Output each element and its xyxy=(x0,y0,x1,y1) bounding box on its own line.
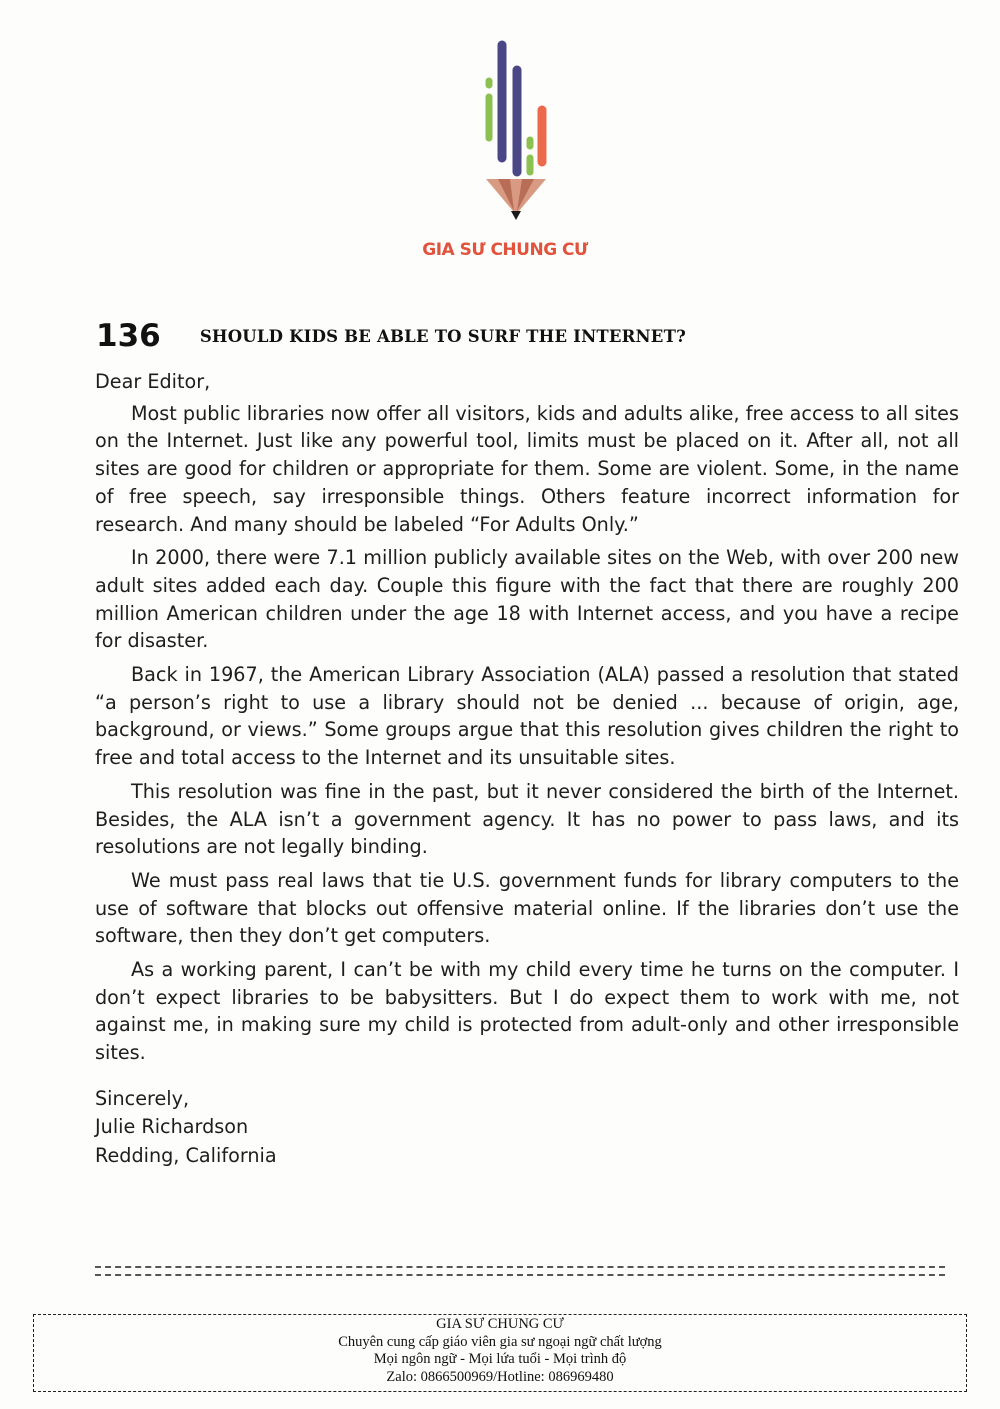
brand-name: GIA SƯ CHUNG CƯ xyxy=(422,240,588,260)
signature-block xyxy=(95,1085,959,1171)
paragraph: This resolution was fine in the past, but it never considered the birth of the Internet. Besides, the ALA isn’t a government agency. It has no power to pass laws, and its resolutions are not legally binding. xyxy=(95,779,959,859)
letter-body xyxy=(95,368,959,1171)
footer-tagline: Chuyên cung cấp giáo viên gia sư ngoại ngữ chất lượng xyxy=(338,1333,662,1350)
paragraph: In 2000, there were 7.1 million publicly available sites on the Web, with over 200 new adult sites added each day. Couple this figure with the fact that there are roughly 200 million American children under the age 18 with Internet access, and you have a recipe for disaster. xyxy=(95,546,959,653)
paragraph: As a working parent, I can’t be with my child every time he turns on the computer. I don’t expect libraries to be babysitters. But I do expect them to work with me, not against me, in making sure my child is protected from adult-only and other irresponsible sites. xyxy=(95,958,959,1065)
exercise-title: SHOULD KIDS BE ABLE TO SURF THE INTERNET? xyxy=(199,326,686,346)
pencil-logo-icon xyxy=(470,36,560,236)
paragraph: Most public libraries now offer all visitors, kids and adults alike, free access to all sites on the Internet. Just like any powerful tool, limits must be placed on it. After all, not all sites are good for children or appropriate for them. Some are violent. Some, in the name of free speech, say irresponsible things. Others feature incorrect information for research. And many should be labeled “For Adults Only.” xyxy=(95,401,959,536)
closing: Sincerely, xyxy=(95,1086,190,1110)
footer-brand: GIA SƯ CHUNG CƯ xyxy=(436,1316,564,1332)
footer-audience: Mọi ngôn ngữ - Mọi lứa tuổi - Mọi trình độ xyxy=(373,1351,627,1368)
footer-box xyxy=(33,1314,967,1392)
salutation: Dear Editor, xyxy=(95,370,211,393)
paragraph: We must pass real laws that tie U.S. government funds for library computers to the use of software that blocks out offensive material online. If the libraries don’t use the software, then they don’t get computers. xyxy=(95,868,959,948)
exercise-heading xyxy=(96,318,966,354)
author-name: Julie Richardson xyxy=(95,1115,249,1139)
author-location: Redding, California xyxy=(95,1144,277,1168)
footer-contact: Zalo: 0866500969/Hotline: 086969480 xyxy=(386,1368,614,1385)
divider xyxy=(95,1266,945,1276)
exercise-number: 136 xyxy=(96,318,161,354)
paragraph: Back in 1967, the American Library Association (ALA) passed a resolution that stated “a person’s right to use a library should not be denied ... because of origin, age, background, or views.” Some groups argue that this resolution gives children the right to free and total access to the Internet and its unsuitable sites. xyxy=(95,663,959,770)
